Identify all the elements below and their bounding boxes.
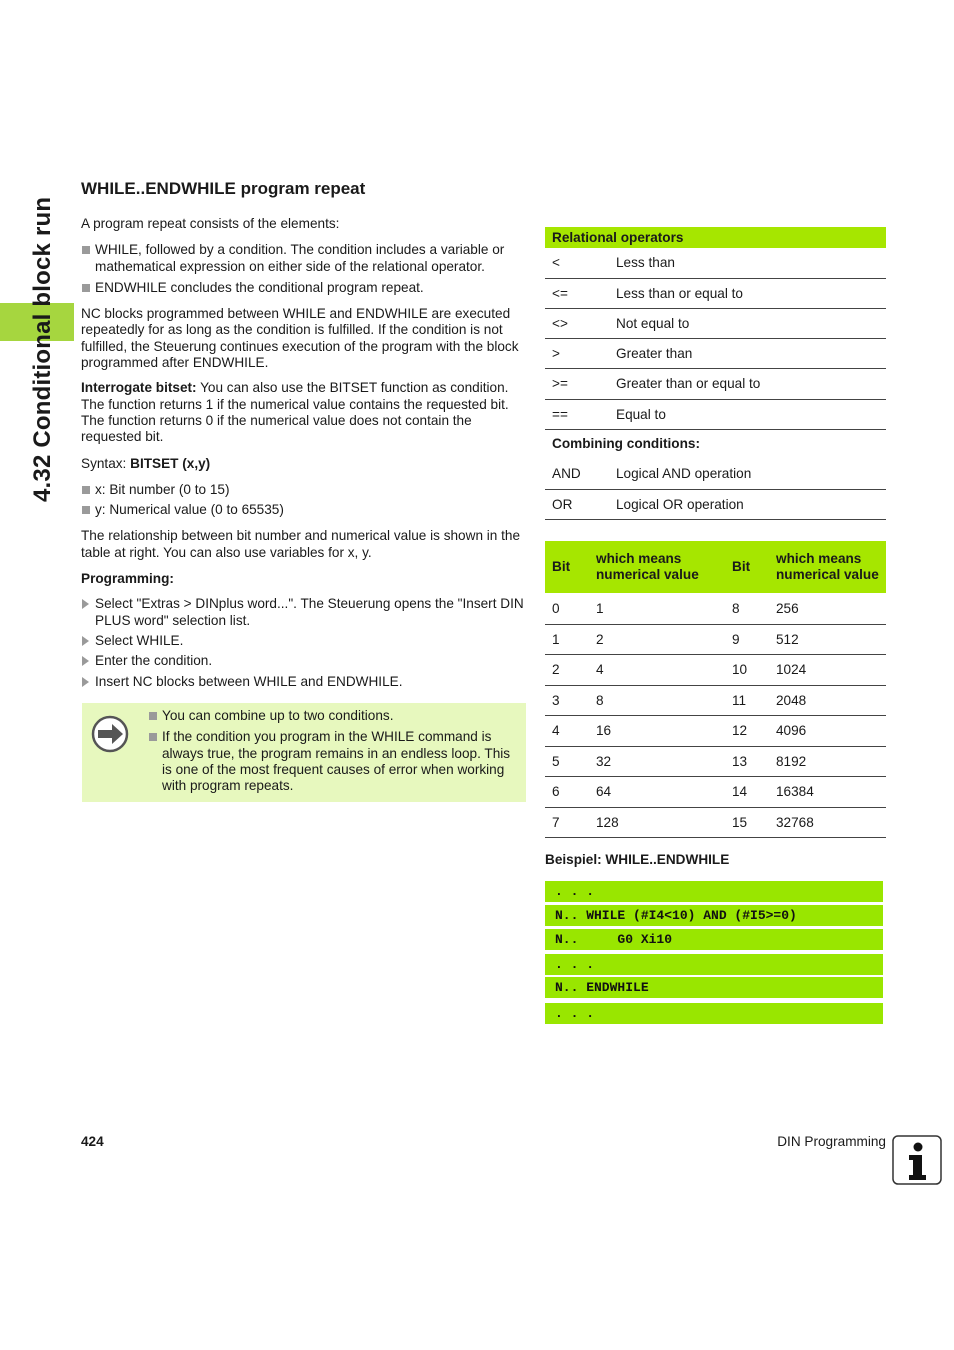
bit-value-table	[545, 541, 886, 838]
arrow-bullet-icon	[82, 636, 89, 646]
list-item: Select WHILE.	[81, 633, 525, 649]
bullet-icon	[82, 506, 90, 514]
relational-operators-table	[545, 227, 886, 520]
list-item: Enter the condition.	[81, 653, 525, 669]
table-row: 3 8 11 2048	[545, 685, 886, 715]
steps-list	[81, 596, 525, 689]
bullet-icon	[149, 733, 157, 741]
list-item: x: Bit number (0 to 15)	[81, 482, 525, 498]
bullet-icon	[82, 486, 90, 494]
combining-header: Combining conditions:	[552, 436, 700, 452]
table-row: 4 16 12 4096	[545, 715, 886, 746]
table-row: <= Less than or equal to	[545, 278, 886, 308]
main-column	[81, 177, 525, 690]
example-title: Beispiel: WHILE..ENDWHILE	[545, 852, 730, 867]
syntax-line: Syntax: BITSET (x,y)	[81, 455, 211, 471]
table-row: OR Logical OR operation	[545, 489, 886, 519]
list-item: You can combine up to two conditions.	[148, 708, 520, 724]
info-icon	[892, 1135, 942, 1185]
bitset-paragraph: Interrogate bitset: You can also use the BITSET function as condition. The function returns 1 if the numerical value contains the requested bit. The function returns 0 if the numerical value does not contain the requested bit.	[81, 380, 509, 445]
arrow-right-circle-icon	[90, 714, 130, 754]
table-header-row: Bit which means numerical value Bit which means numerical value	[545, 541, 886, 593]
arrow-bullet-icon	[82, 599, 89, 609]
nc-paragraph: NC blocks programmed between WHILE and ENDWHILE are executed repeatedly for as long as the condition is fulfilled. If the condition is not fulfilled, the Steuerung continues execution of the program with the block programmed after ENDWHILE.	[81, 306, 519, 371]
syntax-list	[81, 482, 525, 519]
footer-title: DIN Programming	[777, 1134, 886, 1149]
code-line: . . .	[545, 881, 883, 902]
table-row: 5 32 13 8192	[545, 746, 886, 776]
programming-label: Programming:	[81, 571, 174, 587]
list-item: Select "Extras > DINplus word...". The Steuerung opens the "Insert DIN PLUS word" selection list.	[81, 596, 525, 629]
bullet-icon	[149, 712, 157, 720]
table-row: == Equal to	[545, 399, 886, 429]
note-list	[148, 708, 520, 794]
chapter-title-vertical: 4.32 Conditional block run	[29, 196, 56, 502]
relationship-text: The relationship between bit number and numerical value is shown in the table at right. You can also use variables for x, y.	[81, 528, 521, 560]
table-row: 7 128 15 32768	[545, 807, 886, 837]
table-row: 0 1 8 256	[545, 593, 886, 624]
list-item: If the condition you program in the WHILE command is always true, the program remains in an endless loop. This is one of the most frequent causes of error when working with program repeats.	[148, 729, 520, 794]
table-row: >= Greater than or equal to	[545, 368, 886, 399]
elements-list	[81, 242, 525, 296]
arrow-bullet-icon	[82, 677, 89, 687]
table-row: AND Logical AND operation	[545, 458, 886, 489]
code-line: N.. G0 Xi10	[545, 929, 883, 950]
code-line: . . .	[545, 1003, 883, 1024]
table-header: Relational operators	[552, 230, 684, 245]
arrow-bullet-icon	[82, 656, 89, 666]
list-item: y: Numerical value (0 to 65535)	[81, 502, 525, 518]
list-item: Insert NC blocks between WHILE and ENDWHILE.	[81, 674, 525, 690]
code-line: . . .	[545, 954, 883, 975]
list-item: ENDWHILE concludes the conditional program repeat.	[81, 280, 525, 296]
code-line: N.. ENDWHILE	[545, 977, 883, 998]
table-row: > Greater than	[545, 338, 886, 368]
intro-text: A program repeat consists of the elements:	[81, 216, 340, 231]
page-number: 424	[81, 1134, 104, 1149]
section-title: WHILE..ENDWHILE program repeat	[81, 179, 366, 198]
bullet-icon	[82, 246, 90, 254]
bullet-icon	[82, 284, 90, 292]
table-row: 6 64 14 16384	[545, 776, 886, 807]
table-row: <> Not equal to	[545, 308, 886, 338]
code-line: N.. WHILE (#I4<10) AND (#I5>=0)	[545, 905, 883, 926]
table-row: < Less than	[545, 248, 886, 278]
table-row: 1 2 9 512	[545, 624, 886, 654]
table-row: 2 4 10 1024	[545, 654, 886, 685]
list-item: WHILE, followed by a condition. The condition includes a variable or mathematical expression on either side of the relational operator.	[81, 242, 525, 275]
